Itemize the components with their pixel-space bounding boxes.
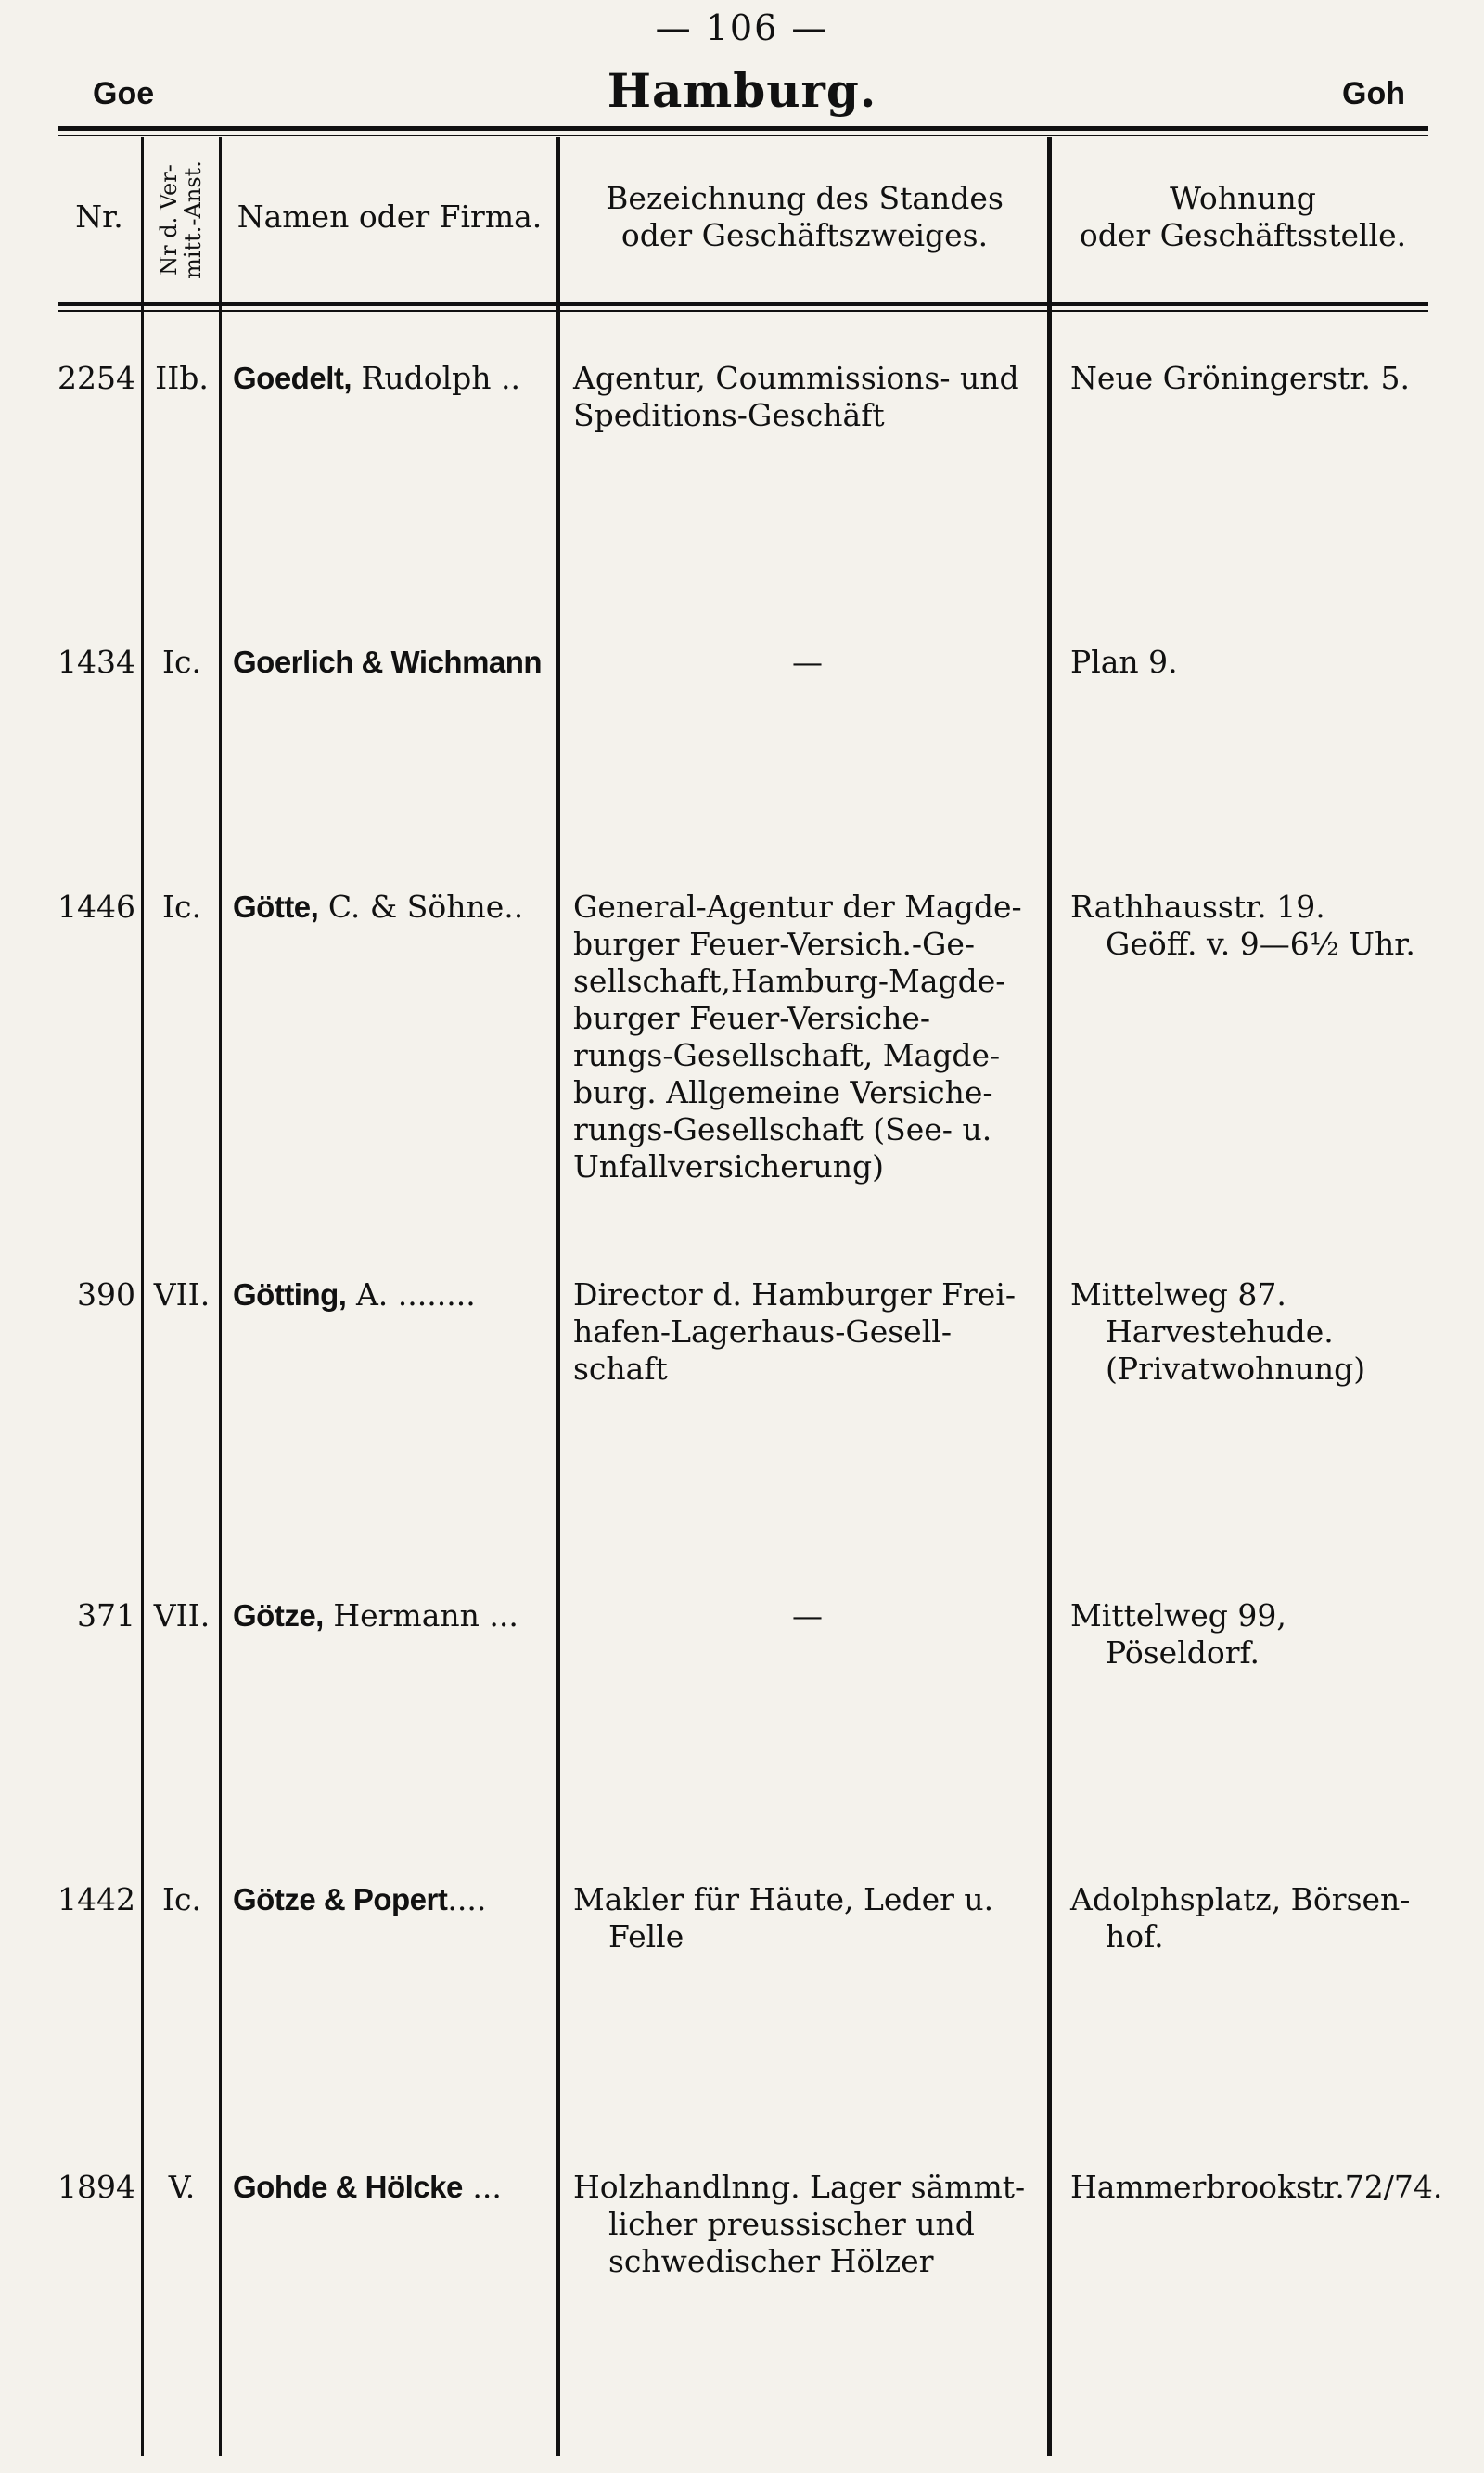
cell-line: Unfallversicherung) [573,1148,885,1185]
entry-stand [573,889,1042,1185]
entry-stand [573,1597,1042,1634]
entry-name-rest: C. & Söhne.. [318,889,524,925]
page-number: — 106 — [655,7,829,48]
entry-anstalt: VII. [153,1597,211,1634]
column-header-nr: Nr. [75,199,123,235]
column-divider [141,137,144,2456]
entry-name [233,1597,553,1634]
entry-wohnung [1070,1276,1441,1388]
cell-line: burg. Allgemeine Versiche- [573,1074,993,1110]
cell-line: — [792,1597,823,1634]
cell-line: Makler für Häute, Leder u. [573,1881,994,1917]
entry-name [233,2169,553,2206]
top-rule-thin [58,135,1428,136]
entry-name [233,1276,553,1313]
entry-name-rest: .... [447,1881,487,1917]
column-divider [1047,137,1052,2456]
entry-stand [573,2169,1042,2280]
entry-name-rest: Rudolph .. [352,360,521,396]
cell-line: General-Agentur der Magde- [573,889,1022,925]
cell-line: licher preussischer und [608,2206,975,2242]
column-header-stand: Bezeichnung des Standes oder Geschäftszweiges. [606,180,1004,253]
cell-line: Director d. Hamburger Frei- [573,1276,1017,1313]
entry-stand [573,1881,1042,1955]
cell-line: hof. [1106,1918,1164,1954]
entry-name-bold: Goerlich & Wichmann [233,645,543,679]
cell-line: Rathhausstr. 19. [1070,889,1325,925]
column-header-anstalt [144,141,218,299]
entry-name-bold: Götze, [233,1598,324,1633]
entry-nr: 371 [77,1597,135,1634]
entry-nr: 1894 [58,2169,135,2205]
cell-line: burger Feuer-Versich.-Ge- [573,926,976,962]
header-rule [58,302,1428,306]
cell-line: Geöff. v. 9—6½ Uhr. [1106,926,1415,962]
entry-anstalt: VII. [153,1276,211,1313]
cell-line: schaft [573,1351,668,1387]
entry-anstalt: Ic. [161,889,201,925]
cell-line: Adolphsplatz, Börsen- [1070,1881,1411,1917]
entry-wohnung [1070,1881,1441,1955]
entry-wohnung [1070,644,1441,681]
entry-nr: 1446 [58,889,135,925]
entry-name [233,360,553,397]
cell-line: rungs-Gesellschaft, Magde- [573,1037,1001,1073]
column-header-name: Namen oder Firma. [237,199,543,235]
column-header-wohnung: Wohnung oder Geschäftsstelle. [1079,180,1407,253]
entry-nr: 2254 [58,360,135,396]
entry-name-bold: Götting, [233,1277,347,1312]
cell-line: Holzhandlnng. Lager sämmt- [573,2169,1026,2205]
entry-name-bold: Goedelt, [233,361,352,395]
cell-line: Hammerbrookstr.72/74. [1070,2169,1443,2205]
cell-line: schwedischer Hölzer [608,2243,934,2279]
entry-nr: 390 [77,1276,135,1313]
column-divider [219,137,222,2456]
entry-anstalt: Ic. [161,644,201,680]
entry-name [233,644,553,681]
entry-anstalt: V. [168,2169,196,2205]
entry-name-rest: A. ........ [346,1276,476,1313]
cell-line: — [792,644,823,680]
entry-wohnung [1070,2169,1441,2206]
entry-anstalt: Ic. [161,1881,201,1917]
cell-line: hafen-Lagerhaus-Gesell- [573,1313,952,1350]
entry-nr: 1442 [58,1881,135,1917]
entry-wohnung [1070,1597,1441,1672]
cell-line: Harvestehude. [1106,1313,1334,1350]
cell-line: burger Feuer-Versiche- [573,1000,931,1036]
cell-line: Agentur, Coummissions- und [573,360,1019,396]
column-divider [556,137,560,2456]
entry-name-rest: Hermann ... [323,1597,518,1634]
cell-line: Felle [608,1918,684,1954]
entry-wohnung [1070,360,1441,397]
entry-anstalt: IIb. [155,360,209,396]
top-rule [58,126,1428,131]
entry-name [233,1881,553,1918]
entry-name-bold: Götte, [233,890,319,924]
entry-name-bold: Gohde & Hölcke [233,2170,463,2204]
entry-stand [573,644,1042,681]
cell-line: Mittelweg 87. [1070,1276,1286,1313]
cell-line: sellschaft,Hamburg-Magde- [573,963,1006,999]
right-running-head: Goh [1342,76,1405,111]
cell-line: Neue Gröningerstr. 5. [1070,360,1410,396]
cell-line: Plan 9. [1070,644,1178,680]
cell-line: rungs-Gesellschaft (See- u. [573,1111,992,1147]
cell-line: Speditions-Geschäft [573,397,885,433]
entry-name-bold: Götze & Popert [233,1882,448,1916]
entry-stand [573,360,1042,434]
cell-line: Pöseldorf. [1106,1634,1260,1671]
entry-stand [573,1276,1042,1388]
cell-line: (Privatwohnung) [1106,1351,1366,1387]
left-running-head: Goe [93,76,155,111]
entry-nr: 1434 [58,644,135,680]
entry-name-rest: ... [462,2169,502,2205]
entry-wohnung [1070,889,1441,963]
entry-name [233,889,553,926]
header-rule-thin [58,310,1428,312]
cell-line: Mittelweg 99, [1070,1597,1286,1634]
city-heading: Hamburg. [607,63,877,118]
column-header-anstalt-text: Nr d. Ver- mitt.-Anst. [156,160,206,279]
